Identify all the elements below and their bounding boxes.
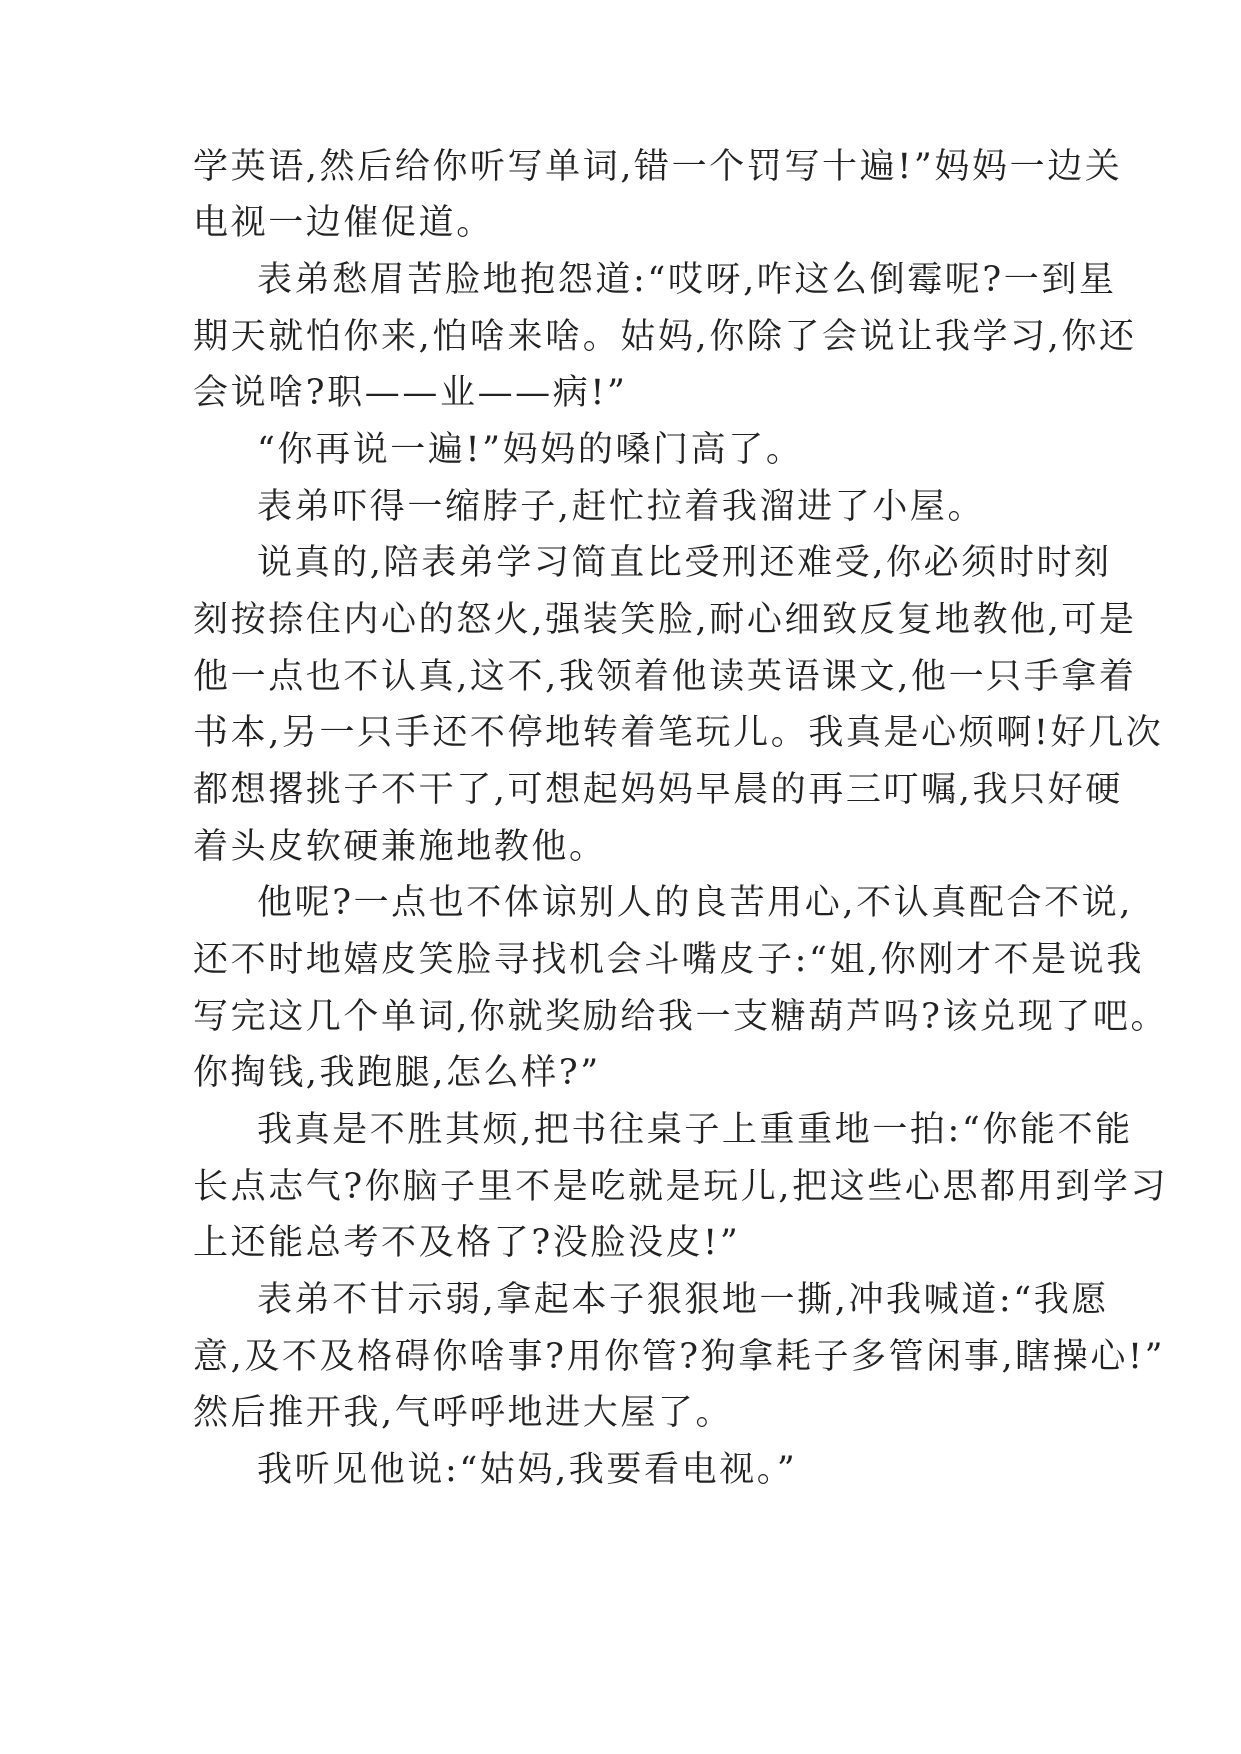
text-line: 我听见他说:“姑妈,我要看电视。” <box>257 1450 798 1490</box>
text-line: 表弟吓得一缩脖子,赶忙拉着我溜进了小屋。 <box>257 487 986 527</box>
text-line: 表弟不甘示弱,拿起本子狠狠地一撕,冲我喊道:“我愿 <box>257 1280 1109 1320</box>
text-line: 意,及不及格碍你啥事?用你管?狗拿耗子多管闲事,瞎操心!” <box>193 1337 1166 1377</box>
text-line: 表弟愁眉苦脸地抱怨道:“哎呀,咋这么倒霉呢?一到星 <box>257 260 1117 300</box>
text-line: 上还能总考不及格了?没脸没皮!” <box>193 1223 741 1263</box>
text-line: 电视一边催促道。 <box>193 203 494 243</box>
text-line: 然后推开我,气呼呼地进大屋了。 <box>193 1393 734 1433</box>
text-line: 他呢?一点也不体谅别人的良苦用心,不认真配合不说, <box>257 883 1134 923</box>
text-line: 还不时地嬉皮笑脸寻找机会斗嘴皮子:“姐,你刚才不是说我 <box>193 940 1145 980</box>
text-line: 着头皮软硬兼施地教他。 <box>193 827 607 867</box>
text-line: 学英语,然后给你听写单词,错一个罚写十遍!”妈妈一边关 <box>193 147 1123 187</box>
text-line: 他一点也不认真,这不,我领着他读英语课文,他一只手拿着 <box>193 657 1137 697</box>
text-line: “你再说一遍!”妈妈的嗓门高了。 <box>257 430 804 470</box>
text-line: 写完这几个单词,你就奖励给我一支糖葫芦吗?该兑现了吧。 <box>193 997 1169 1037</box>
text-line: 会说啥?职——业——病!” <box>193 373 628 413</box>
text-line: 说真的,陪表弟学习简直比受刑还难受,你必须时时刻 <box>257 543 1112 583</box>
text-line: 期天就怕你来,怕啥来啥。姑妈,你除了会说让我学习,你还 <box>193 317 1137 357</box>
text-line: 刻按捺住内心的怒火,强装笑脸,耐心细致反复地教他,可是 <box>193 600 1137 640</box>
text-line: 你掏钱,我跑腿,怎么样?” <box>193 1053 601 1093</box>
text-line: 我真是不胜其烦,把书往桌子上重重地一拍:“你能不能 <box>257 1110 1133 1150</box>
text-line: 书本,另一只手还不停地转着笔玩儿。我真是心烦啊!好几次 <box>193 713 1164 753</box>
text-line: 都想撂挑子不干了,可想起妈妈早晨的再三叮嘱,我只好硬 <box>193 770 1123 810</box>
text-line: 长点志气?你脑子里不是吃就是玩儿,把这些心思都用到学习 <box>193 1167 1169 1207</box>
